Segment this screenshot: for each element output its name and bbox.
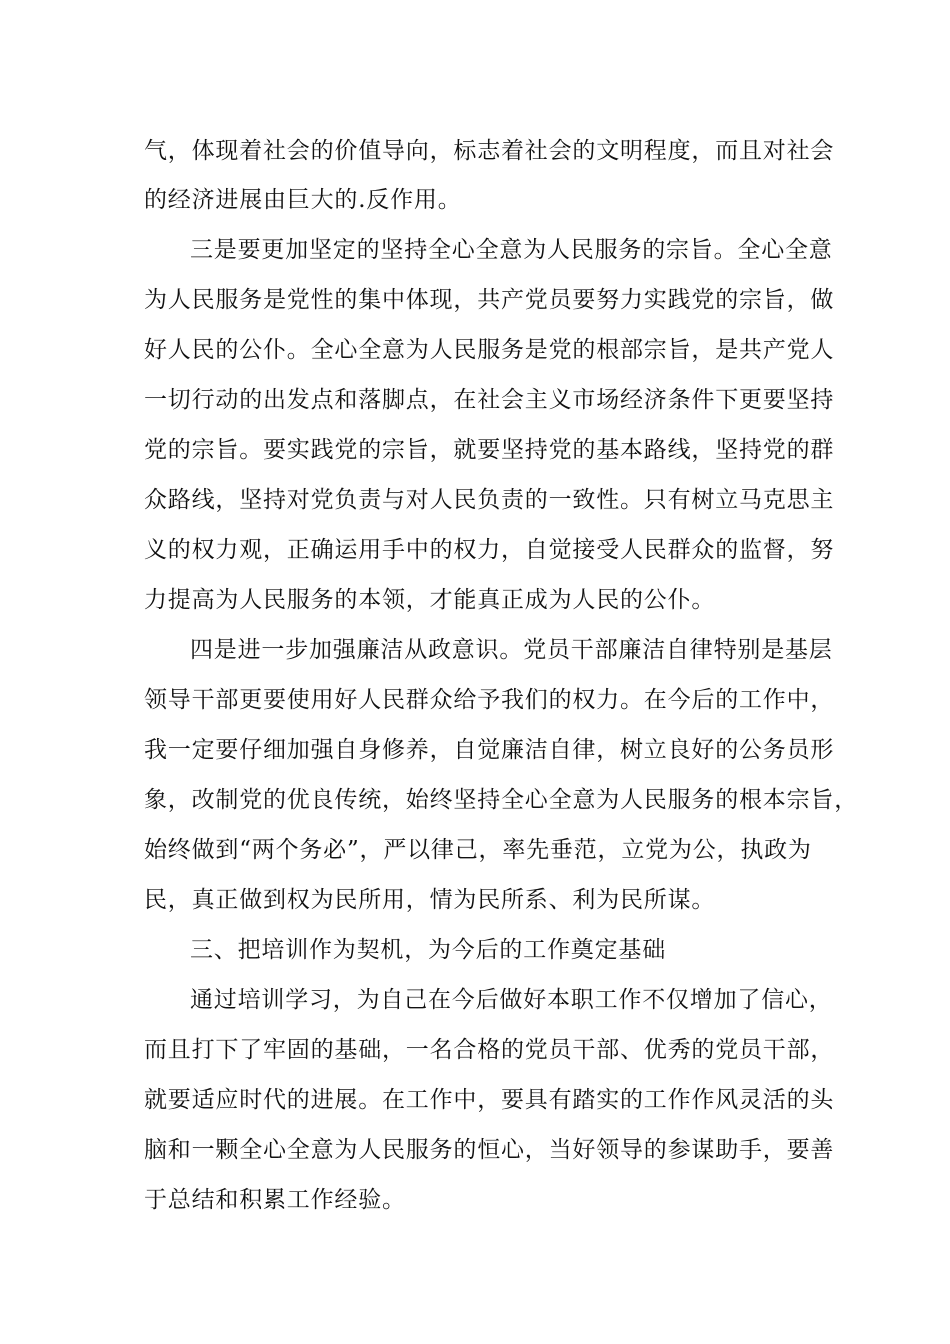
text-line: 的经济进展由巨大的.反作用。 <box>144 187 462 213</box>
text-line: 脑和一颗全心全意为人民服务的恒心，当好领导的参谋助手，要善 <box>144 1137 835 1163</box>
text-line: 就要适应时代的进展。在工作中，要具有踏实的工作作风灵活的头 <box>144 1087 835 1113</box>
text-line: 党的宗旨。要实践党的宗旨，就要坚持党的基本路线，坚持党的群 <box>144 437 835 463</box>
paragraph-start-line: 通过培训学习，为自己在今后做好本职工作不仅增加了信心， <box>190 987 833 1013</box>
text-line: 气，体现着社会的价值导向，标志着社会的文明程度，而且对社会 <box>144 138 835 164</box>
text-line: 众路线，坚持对党负责与对人民负责的一致性。只有树立马克思主 <box>144 487 835 513</box>
text-line: 好人民的公仆。全心全意为人民服务是党的根部宗旨，是共产党人 <box>144 337 835 363</box>
text-line: 我一定要仔细加强自身修养，自觉廉洁自律，树立良好的公务员形 <box>144 737 835 763</box>
text-line: 始终做到“两个务必”，严以律己，率先垂范，立党为公，执政为 <box>144 837 812 863</box>
text-line: 领导干部更要使用好人民群众给予我们的权力。在今后的工作中， <box>144 687 835 713</box>
paragraph-start-line: 三是要更加坚定的坚持全心全意为人民服务的宗旨。全心全意 <box>190 237 833 263</box>
section-heading: 三、把培训作为契机，为今后的工作奠定基础 <box>190 937 666 963</box>
text-line: 一切行动的出发点和落脚点，在社会主义市场经济条件下更要坚持 <box>144 387 835 413</box>
text-line: 于总结和积累工作经验。 <box>144 1187 406 1213</box>
text-line: 而且打下了牢固的基础，一名合格的党员干部、优秀的党员干部， <box>144 1037 835 1063</box>
text-line: 义的权力观，正确运用手中的权力，自觉接受人民群众的监督，努 <box>144 537 835 563</box>
text-line: 象，改制党的优良传统，始终坚持全心全意为人民服务的根本宗旨， <box>144 787 858 813</box>
text-line: 民，真正做到权为民所用，情为民所系、利为民所谋。 <box>144 887 716 913</box>
paragraph-start-line: 四是进一步加强廉洁从政意识。党员干部廉洁自律特别是基层 <box>190 637 833 663</box>
text-line: 力提高为人民服务的本领，才能真正成为人民的公仆。 <box>144 587 716 613</box>
text-line: 为人民服务是党性的集中体现，共产党员要努力实践党的宗旨，做 <box>144 287 835 313</box>
